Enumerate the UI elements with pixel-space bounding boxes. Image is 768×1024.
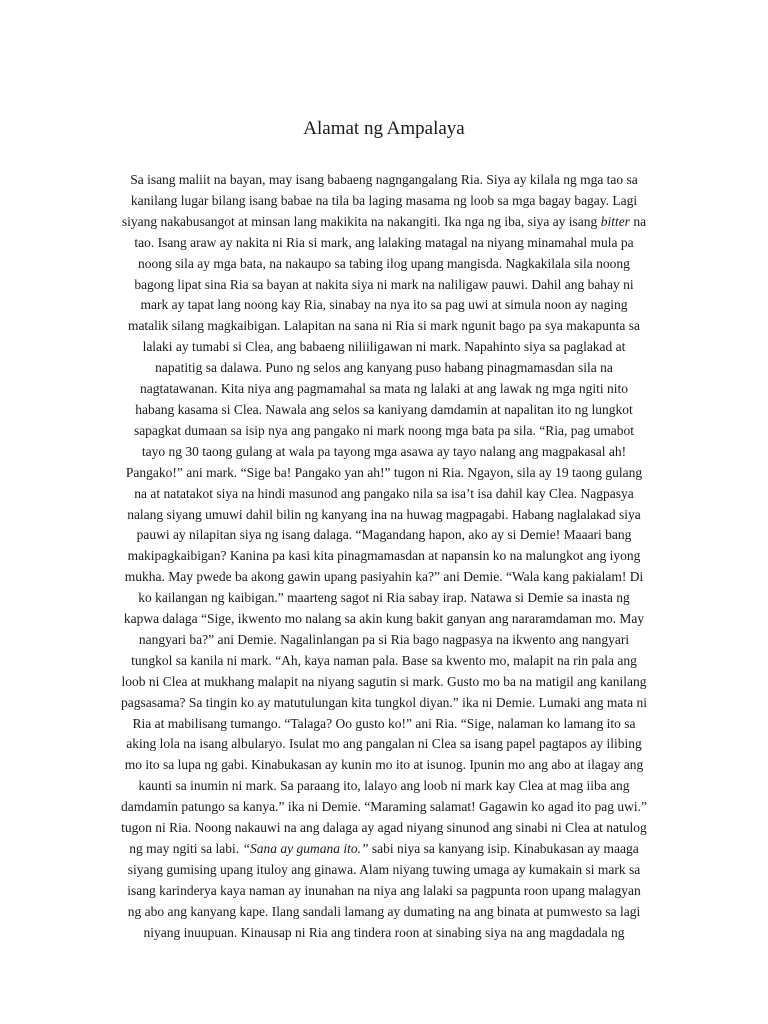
- body-line: [70, 567, 698, 588]
- body-text: Sa isang maliit na bayan, may isang babaeng nagngangalang Ria. Siya ay kilala ng mga tao sa: [130, 172, 638, 187]
- italic-text: bitter: [600, 213, 630, 229]
- body-text: tugon ni Ria. Noong nakauwi na ang dalaga ay agad niyang sinunod ang sinabi ni Clea at natulog: [121, 820, 647, 836]
- body-line: [70, 797, 698, 818]
- body-text: napatitig sa dalawa. Puno ng selos ang kanyang puso habang pinagmamasdan sila na: [155, 360, 613, 376]
- body-line: [70, 295, 698, 316]
- body-line: [70, 191, 698, 212]
- body-line: [70, 881, 698, 902]
- body-line: [70, 525, 698, 546]
- body-text: makipagkaibigan? Kanina pa kasi kita pinagmamasdan at napansin ko na malungkot ang iyong: [127, 548, 641, 564]
- body-line: [70, 233, 698, 254]
- document-title: Alamat ng Ampalaya: [303, 118, 465, 139]
- body-line: [70, 734, 698, 755]
- body-line: [70, 693, 698, 714]
- body-text: nagtatawanan. Kita niya ang pagmamahal sa mata ng lalaki at ang lawak ng mga ngiti nito: [139, 381, 629, 397]
- body-line: [70, 588, 698, 609]
- body-text: siyang nakabusangot at minsan lang makikita na nakangiti. Ika nga ng iba, siya ay isang: [121, 213, 601, 229]
- body-text: ko kailangan ng kaibigan.” maarteng sagot ni Ria sabay irap. Natawa si Demie sa inasta ng: [138, 590, 630, 606]
- story-body: [70, 170, 698, 944]
- body-text: tao. Isang araw ay nakita ni Ria si mark, ang lalaking matagal na niyang minamahal mula pa: [134, 234, 634, 250]
- body-text: matalik silang magkaibigan. Lalapitan na sana ni Ria si mark ngunit bago pa sya makapunta sa: [127, 318, 641, 334]
- body-text: noong sila ay mga bata, na nakaupo sa tabing ilog upang mangisda. Nagkakilala sila noong: [138, 255, 630, 271]
- body-line: [70, 902, 698, 923]
- body-text: tayo ng 30 taong gulang at wala pa tayong mga asawa ay tayo nalang ang magpakasal ah!: [141, 443, 627, 459]
- body-text: sapagkat dumaan sa isip nya ang pangako ni mark noong mga bata pa sila. “Ria, pag umabot: [133, 422, 635, 438]
- body-line: [70, 212, 698, 233]
- body-text: mukha. May pwede ba akong gawin upang pasiyahin ka?” ani Demie. “Wala kang pakialam! Di: [124, 569, 644, 585]
- body-text: pagsasama? Sa tingin ko ay matutulungan kita tungkol diyan.” ika ni Demie. Lumaki ang mata ni: [121, 694, 647, 710]
- body-line: [70, 400, 698, 421]
- body-text: siyang gumising upang ituloy ang ginawa. Alam niyang tuwing umaga ay kumakain si mark sa: [127, 861, 641, 877]
- body-text: kapwa dalaga “Sige, ikwento mo nalang sa akin kung bakit ganyan ang nararamdaman mo. May: [123, 611, 645, 627]
- body-text: Pangako!” ani mark. “Sige ba! Pangako yan ah!” tugon ni Ria. Ngayon, sila ay 19 taong gulang: [125, 464, 643, 480]
- body-text: kanilang lugar bilang isang babae na tila ba laging masama ng loob sa mga bagay bagay. Lagi: [130, 192, 638, 208]
- italic-text: “Sana ay gumana ito.”: [242, 841, 369, 856]
- body-line: [70, 421, 698, 442]
- body-text: Ria at mabilisang tumango. “Talaga? Oo gusto ko!” ani Ria. “Sige, nalaman ko lamang ito sa: [132, 715, 636, 731]
- body-text: nangyari ba?” ani Demie. Nagalinlangan pa si Ria bago nagpasya na ikwento ang nangyari: [138, 631, 630, 647]
- body-line: [70, 463, 698, 484]
- body-text: bagong lipat sina Ria sa bayan at nakita siya ni mark na naliligaw pauwi. Dahil ang bahay ni: [134, 276, 634, 292]
- body-line: [70, 651, 698, 672]
- body-line: [70, 442, 698, 463]
- body-text: aking lola na isang albularyo. Isulat mo ang pangalan ni Clea sa isang papel pagtapos ay ilibing: [126, 736, 642, 752]
- body-text: isang karinderya kaya naman ay inunahan na niya ang lalaki sa pagpunta roon upang malagyan: [127, 882, 641, 898]
- body-text: na at natatakot siya na hindi masunod ang pangako nila sa isa’t isa dahil kay Clea. Nagpasya: [134, 485, 634, 501]
- body-text: nalang siyang umuwi dahil bilin ng kanyang ina na huwag magpagabi. Habang naglalakad siya: [127, 506, 641, 522]
- body-line: [70, 818, 698, 839]
- body-text: tungkol sa kanila ni mark. “Ah, kaya naman pala. Base sa kwento mo, malapit na rin pala ang: [131, 652, 637, 668]
- body-line: [70, 379, 698, 400]
- body-text: mark ay tapat lang noong kay Ria, sinabay na nya ito sa pag uwi at simula noon ay naging: [140, 297, 628, 313]
- body-line: [70, 630, 698, 651]
- body-line: [70, 546, 698, 567]
- body-text: pauwi ay nilapitan siya ng isang dalaga. “Magandang hapon, ako ay si Demie! Maaari bang: [136, 527, 632, 543]
- body-text: ng may ngiti sa labi.: [129, 841, 243, 856]
- body-line: [70, 358, 698, 379]
- body-text: na: [629, 213, 647, 229]
- body-line: [70, 714, 698, 735]
- body-text: lalaki ay tumabi si Clea, ang babaeng niliiligawan ni mark. Napahinto siya sa paglakad at: [142, 339, 626, 355]
- body-text: loob ni Clea at mukhang malapit na niyang sagutin si mark. Gusto mo ba na matigil ang kanilang: [121, 673, 647, 689]
- body-line: [70, 505, 698, 526]
- body-text: ng abo ang kanyang kape. Ilang sandali lamang ay dumating na ang binata at pumwesto sa lagi: [127, 903, 641, 919]
- body-line: [70, 316, 698, 337]
- body-line: [70, 672, 698, 693]
- body-line: [70, 484, 698, 505]
- body-line: [70, 275, 698, 296]
- body-line: [70, 776, 698, 797]
- body-line: [70, 170, 698, 191]
- body-line: [70, 254, 698, 275]
- body-text: sabi niya sa kanyang isip. Kinabukasan ay maaga: [368, 841, 639, 856]
- body-text: mo ito sa lupa ng gabi. Kinabukasan ay kunin mo ito at isunog. Ipunin mo ang abo at ilagay ang: [124, 757, 644, 773]
- body-text: kaunti sa inumin ni mark. Sa paraang ito, lalayo ang loob ni mark kay Clea at mag iiba ang: [138, 778, 630, 794]
- body-text: habang kasama si Clea. Nawala ang selos sa kaniyang damdamin at napalitan ito ng lungkot: [135, 401, 633, 417]
- body-line: [70, 860, 698, 881]
- body-line: [70, 839, 698, 860]
- body-line: [70, 923, 698, 944]
- body-line: [70, 337, 698, 358]
- body-text: damdamin patungo sa kanya.” ika ni Demie. “Maraming salamat! Gagawin ko agad ito pag uwi.”: [121, 799, 647, 815]
- body-text: niyang inuupuan. Kinausap ni Ria ang tindera roon at sinabing siya na ang magdadala ng: [143, 924, 625, 940]
- body-line: [70, 755, 698, 776]
- body-line: [70, 609, 698, 630]
